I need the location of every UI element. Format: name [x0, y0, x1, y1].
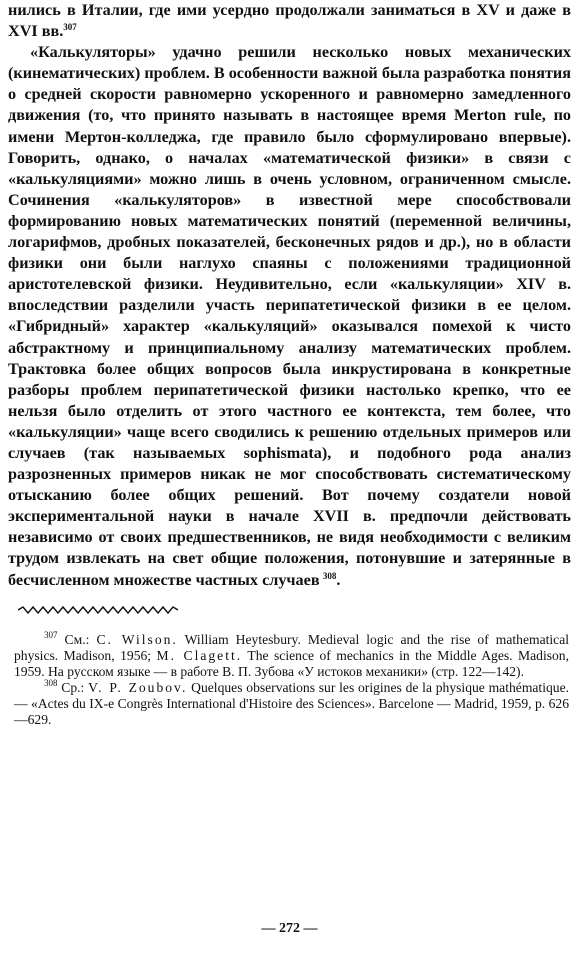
page-number: — 272 —	[261, 921, 318, 936]
footnote-307	[14, 629, 570, 680]
footnote-text: The science of mechanics in the Middle Ages. Madison, 1959. На русском языке — в работе В. П. Зубова «У истоков механики» (стр. 122—142).	[14, 647, 570, 679]
footnote-author: M. Clagett.	[156, 647, 243, 663]
main-text	[8, 0, 571, 591]
footnote-text: Quelques observations sur les origines de la physique mathématique.— «Actes du IX-e Congrès International d'Histoire des Sciences». Barcelone — Madrid, 1959, p. 626—629.	[14, 679, 570, 728]
footnote-ref: 307	[63, 22, 77, 33]
footnote-separator	[18, 605, 178, 615]
footnotes	[8, 629, 571, 729]
paragraph-text: «Калькуляторы» удачно решили несколько новых механических (кинематических) проблем. В особенности важной была разработка понятия о средней скорости равномерно ускоренного и равномерно замедленного движения (то, что принято называть в настоящее время Merton rule, по имени Мертон-колледжа, где правило было сформулировано впервые). Говорить, однако, о началах «математической физики» в связи с «калькуляциями» можно лишь в очень условном, ограниченном смысле. Сочинения «калькуляторов» в известной мере способствовали формированию новых математических понятий (переменной величины, логарифмов, дробных показателей, бесконечных рядов и др.), но в области физики они были наглухо спаяны с положениями традиционной аристотелевской физики. Неудивительно, если «калькуляции» XIV в. впоследствии разделили участь перипатетической физики в ее целом. «Гибридный» характер «калькуляций» оказывался помехой к чисто абстрактному и принципиальному анализу математических проблем. Трактовка более общих вопросов была инкрустирована в конкретные разборы проблем перипатетической физики настолько крепко, что ее нельзя было отделить от этого частного ее контекста, тем более, что «калькуляции» чаще всего сводились к решению отдельных примеров или случаев (так называемых sophismata), и подобного рода анализ разрозненных примеров никак не мог способствовать систематическому отысканию более общих решений. Вот почему создатели новой экспериментальной науки в начале XVII в. предпочли действовать независимо от своих предшественников, не видя необходимости с великим трудом извлекать на свет общие положения, потонувшие и затерянные в бесчисленном множестве частных случаев	[8, 43, 571, 589]
footnote-number: 307	[44, 629, 58, 640]
footnote-number: 308	[44, 677, 58, 688]
text-line: в XV и даже в XVI вв.	[8, 1, 571, 41]
text-line: нились в Италии, где ими усердно продолжали заниматься	[8, 1, 456, 19]
footnote-308	[14, 677, 570, 728]
footnote-lead: См.:	[64, 631, 90, 647]
paragraph-continuation	[8, 0, 571, 42]
footnote-lead: Ср.:	[61, 679, 85, 695]
footnote-text: William Heytesbury. Medieval logic and the rise of mathematical physics. Madison, 1956;	[14, 631, 570, 663]
footnote-ref: 308	[322, 570, 337, 581]
footnote-author: C. Wilson.	[96, 631, 178, 647]
footnote-author: V. P. Zoubov.	[88, 679, 188, 695]
paragraph: «Калькуляторы» удачно решили несколько новых механических (кинематических) проблем. В особенности важной была разработка понятия о средней скорости равномерно ускоренного и равномерно замедленного движения (то, что принято называть в настоящее время Merton rule, по имени Мертон-колледжа, где правило было сформулировано впервые). Говорить, однако, о началах «математической физики» в связи с «калькуляциями» можно лишь в очень условном, ограниченном смысле. Сочинения «калькуляторов» в известной мере способствовали формированию новых математических понятий (переменной величины, логарифмов, дробных показателей, бесконечных рядов и др.), но в области физики они были наглухо спаяны с положениями традиционной аристотелевской физики. Неудивительно, если «калькуляции» XIV в. впоследствии разделили участь перипатетической физики в ее целом. «Гибридный» характер «калькуляций» оказывался помехой к чисто абстрактному и принципиальному анализу математических проблем. Трактовка более общих вопросов была инкрустирована в конкретные разборы проблем перипатетической физики настолько крепко, что ее нельзя было отделить от этого частного ее контекста, тем более, что «калькуляции» чаще всего сводились к решению отдельных примеров или случаев (так называемых sophismata), и подобного рода анализ разрозненных примеров никак не мог способствовать систематическому отысканию более общих решений. Вот почему создатели новой экспериментальной науки в начале XVII в. предпочли действовать независимо от своих предшественников, не видя необходимости с великим трудом извлекать на свет общие положения, потонувшие и затерянные в бесчисленном множестве частных случаев $^{308}$.	[8, 43, 571, 589]
